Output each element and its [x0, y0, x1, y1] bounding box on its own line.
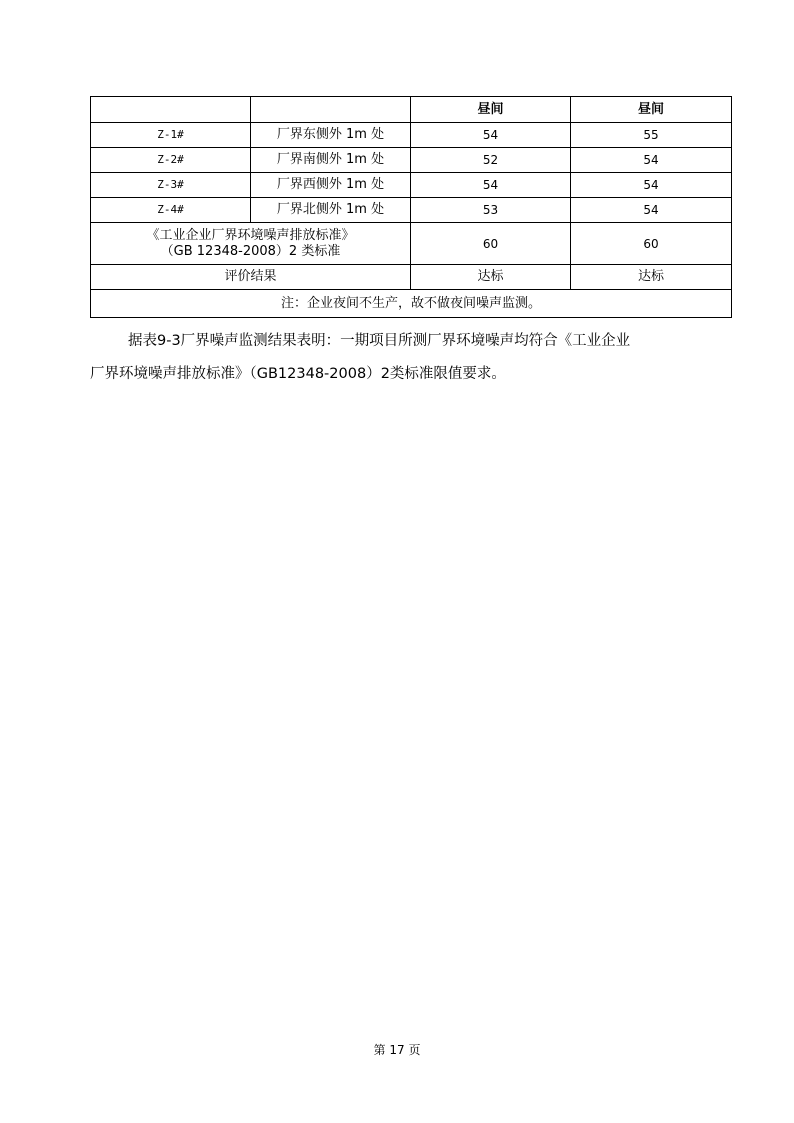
table-row	[91, 173, 732, 198]
standard-row	[91, 223, 732, 265]
table-header-row	[91, 97, 732, 123]
monitoring-point: Z-2#	[91, 148, 251, 173]
monitoring-point: Z-3#	[91, 173, 251, 198]
noise-value-2: 54	[571, 148, 732, 173]
noise-value-2: 54	[571, 198, 732, 223]
page-number: 第 17 页	[373, 1043, 421, 1057]
standard-limit-1: 60	[411, 223, 571, 265]
result-value-1: 达标	[411, 265, 571, 290]
monitoring-location: 厂界东侧外 1m 处	[251, 123, 411, 148]
monitoring-point: Z-1#	[91, 123, 251, 148]
header-cell-daytime-1: 昼间	[411, 97, 571, 123]
result-row	[91, 265, 732, 290]
table-note: 注：企业夜间不生产，故不做夜间噪声监测。	[91, 290, 732, 318]
noise-value-1: 53	[411, 198, 571, 223]
noise-value-1: 52	[411, 148, 571, 173]
standard-limit-2: 60	[571, 223, 732, 265]
monitoring-location: 厂界北侧外 1m 处	[251, 198, 411, 223]
conclusion-paragraph-line-2: 厂界环境噪声排放标准》（GB12348-2008）2类标准限值要求。	[90, 366, 506, 382]
monitoring-location: 厂界西侧外 1m 处	[251, 173, 411, 198]
noise-value-1: 54	[411, 173, 571, 198]
conclusion-paragraph-line-1: 据表9-3厂界噪声监测结果表明：一期项目所测厂界环境噪声均符合《工业企业	[128, 333, 631, 349]
note-row	[91, 290, 732, 318]
result-value-2: 达标	[571, 265, 732, 290]
standard-name: 《工业企业厂界环境噪声排放标准》	[146, 227, 355, 243]
standard-code: （GB 12348-2008）2 类标准	[160, 243, 341, 259]
standard-label	[91, 223, 411, 265]
result-label: 评价结果	[91, 265, 411, 290]
monitoring-point: Z-4#	[91, 198, 251, 223]
header-cell-location	[251, 97, 411, 123]
monitoring-location: 厂界南侧外 1m 处	[251, 148, 411, 173]
noise-value-1: 54	[411, 123, 571, 148]
table-row	[91, 123, 732, 148]
table-row	[91, 198, 732, 223]
table-row	[91, 148, 732, 173]
noise-monitoring-table	[90, 96, 732, 318]
noise-value-2: 55	[571, 123, 732, 148]
header-cell-point	[91, 97, 251, 123]
header-cell-daytime-2: 昼间	[571, 97, 732, 123]
noise-value-2: 54	[571, 173, 732, 198]
